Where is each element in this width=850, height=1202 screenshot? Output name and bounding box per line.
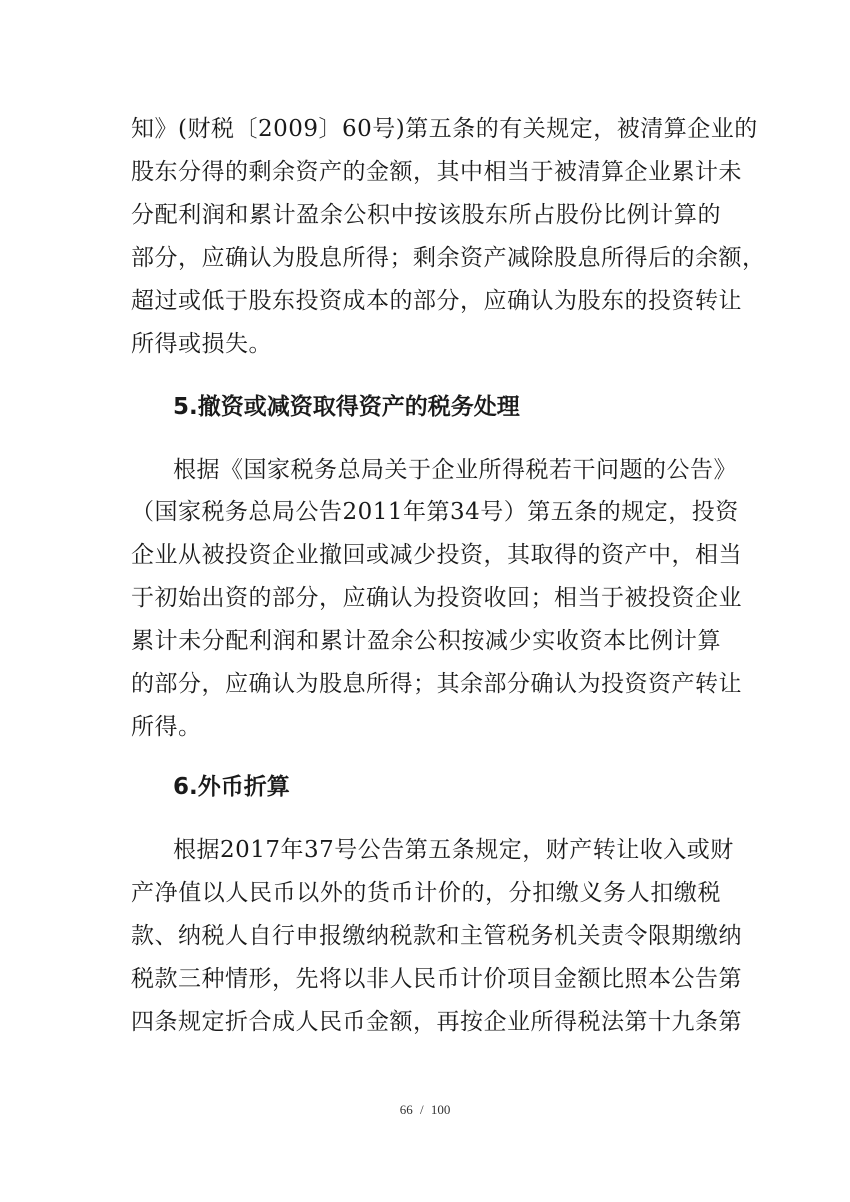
paragraph-line: 分配利润和累计盈余公积中按该股东所占股份比例计算的 — [131, 202, 721, 228]
paragraph-line: 所得或损失。 — [131, 331, 272, 357]
page-current: 66 — [399, 1102, 413, 1117]
paragraph-line: （国家税务总局公告2011年第34号）第五条的规定，投资 — [131, 499, 739, 525]
paragraph-line: 四条规定折合成人民币金额，再按企业所得税法第十九条第 — [131, 1009, 742, 1035]
paragraph-line: 股东分得的剩余资产的金额，其中相当于被清算企业累计未 — [131, 159, 742, 185]
paragraph-line: 于初始出资的部分，应确认为投资收回；相当于被投资企业 — [131, 585, 742, 611]
paragraph-line: 超过或低于股东投资成本的部分，应确认为股东的投资转让 — [131, 288, 742, 314]
paragraph-line: 累计未分配利润和累计盈余公积按减少实收资本比例计算 — [131, 628, 721, 654]
section-heading-6: 6.外币折算 — [173, 774, 290, 800]
paragraph-line: 知》(财税〔2009〕60号)第五条的有关规定，被清算企业的 — [131, 116, 758, 142]
paragraph-line: 根据2017年37号公告第五条规定，财产转让收入或财 — [173, 837, 734, 863]
paragraph-line: 款、纳税人自行申报缴纳税款和主管税务机关责令限期缴纳 — [131, 923, 742, 949]
page-number — [0, 1101, 850, 1119]
paragraph-line: 产净值以人民币以外的货币计价的，分扣缴义务人扣缴税 — [131, 880, 721, 906]
paragraph-line: 部分，应确认为股息所得；剩余资产减除股息所得后的余额， — [131, 245, 766, 271]
paragraph-line: 企业从被投资企业撤回或减少投资，其取得的资产中，相当 — [131, 542, 742, 568]
paragraph-line: 的部分，应确认为股息所得；其余部分确认为投资资产转让 — [131, 671, 742, 697]
page-total: 100 — [430, 1102, 451, 1117]
paragraph-line: 税款三种情形，先将以非人民币计价项目金额比照本公告第 — [131, 966, 742, 992]
paragraph-line: 所得。 — [131, 714, 202, 740]
section-heading-5: 5.撤资或减资取得资产的税务处理 — [173, 394, 520, 420]
paragraph-line: 根据《国家税务总局关于企业所得税若干问题的公告》 — [173, 457, 737, 483]
page-separator: / — [419, 1102, 424, 1117]
